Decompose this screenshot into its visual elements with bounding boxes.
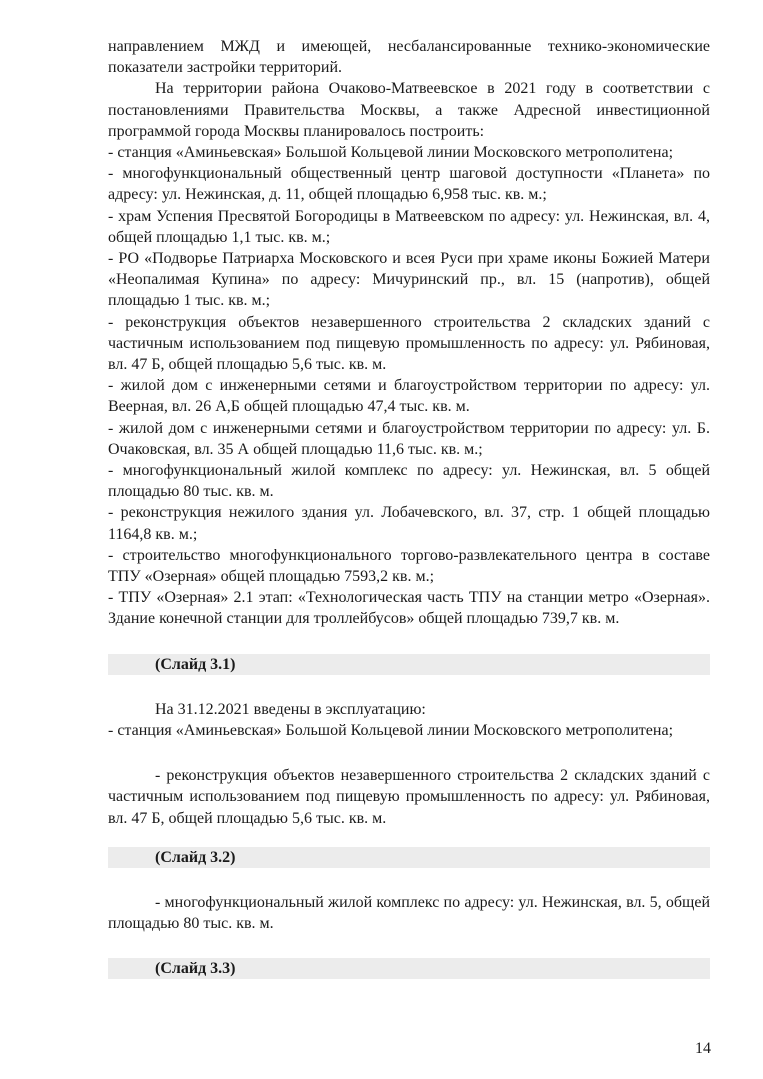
list-item: - ТПУ «Озерная» 2.1 этап: «Технологическая часть ТПУ на станции метро «Озерная». Здание конечной станции для троллейбусов» общей площадью 739,7 кв. м. — [108, 589, 710, 628]
paragraph-intro: На территории района Очаково-Матвеевское в 2021 году в соответствии с постановлениями Правительства Москвы, а также Адресной инвестиционной программой города Москвы планировалось построить: — [108, 80, 710, 140]
list-item: - многофункциональный общественный центр шаговой доступности «Планета» по адресу: ул. Нежинская, д. 11, общей площадью 6,958 тыс. кв. м.; — [108, 165, 710, 204]
list-item: - жилой дом с инженерными сетями и благоустройством территории по адресу: ул. Веерная, вл. 26 А,Б общей площадью 47,4 тыс. кв. м. — [108, 377, 710, 416]
list-item: - станция «Аминьевская» Большой Кольцевой линии Московского метрополитена; — [108, 721, 674, 739]
slide-label: (Слайд 3.3) — [108, 958, 710, 979]
list-item: - многофункциональный жилой комплекс по адресу: ул. Нежинская, вл. 5 общей площадью 80 тыс. кв. м. — [108, 462, 710, 501]
list-item: - реконструкция объектов незавершенного строительства 2 складских зданий с частичным использованием под пищевую промышленность по адресу: ул. Рябиновая, вл. 47 Б, общей площадью 5,6 тыс. кв. м. — [108, 767, 710, 827]
list-item: - станция «Аминьевская» Большой Кольцевой линии Московского метрополитена; — [108, 144, 674, 162]
list-item: - многофункциональный жилой комплекс по адресу: ул. Нежинская, вл. 5, общей площадью 80 тыс. кв. м. — [108, 893, 710, 932]
list-item: - реконструкция нежилого здания ул. Лобачевского, вл. 37, стр. 1 общей площадью 1164,8 кв. м.; — [108, 504, 710, 543]
paragraph-commissioned-intro: На 31.12.2021 введены в эксплуатацию: — [155, 700, 426, 718]
list-item: - строительство многофункционального торгово-развлекательного центра в составе ТПУ «Озерная» общей площадью 7593,2 кв. м.; — [108, 546, 710, 586]
slide-label: (Слайд 3.1) — [108, 654, 710, 675]
list-item: - РО «Подворье Патриарха Московского и всея Руси при храме иконы Божией Матери «Неопалимая Купина» по адресу: Мичуринский пр., вл. 15 (напротив), общей площадью 1 тыс. кв. м.; — [108, 250, 710, 310]
page-number: 14 — [695, 1040, 711, 1057]
paragraph-continuation: направлением МЖД и имеющей, несбалансированные технико-экономические показатели застройки территорий. — [108, 38, 710, 77]
list-item: - реконструкция объектов незавершенного строительства 2 складских зданий с частичным использованием под пищевую промышленность по адресу: ул. Рябиновая, вл. 47 Б, общей площадью 5,6 тыс. кв. м. — [108, 313, 710, 374]
list-item: - жилой дом с инженерными сетями и благоустройством территории по адресу: ул. Б. Очаковская, вл. 35 А общей площадью 11,6 тыс. кв. м.; — [108, 419, 710, 458]
list-item: - храм Успения Пресвятой Богородицы в Матвеевском по адресу: ул. Нежинская, вл. 4, общей площадью 1,1 тыс. кв. м.; — [108, 207, 710, 246]
slide-label: (Слайд 3.2) — [108, 847, 710, 868]
document-page — [108, 36, 710, 979]
